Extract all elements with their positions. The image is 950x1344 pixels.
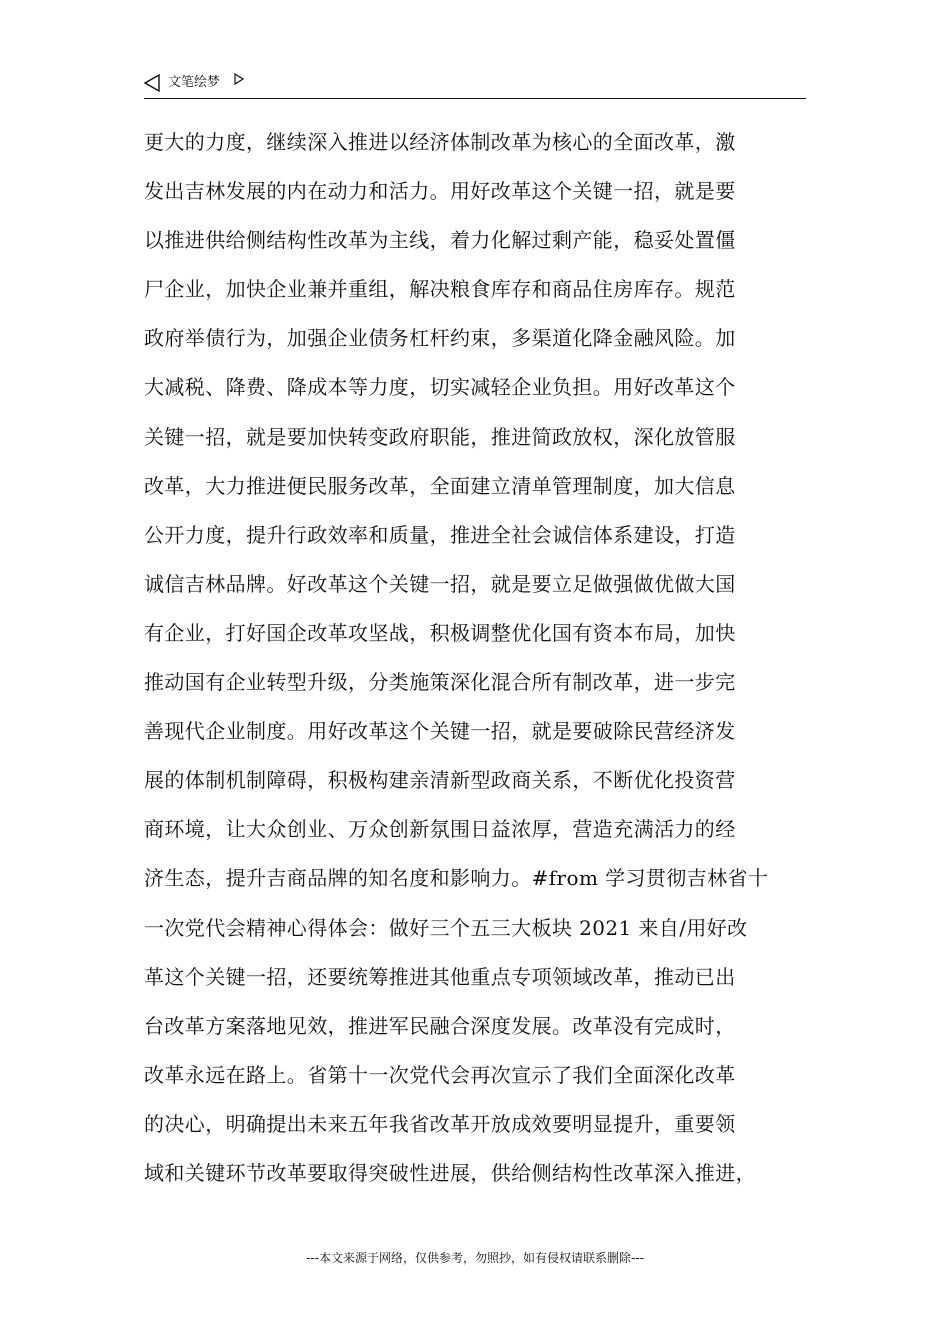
text-line: 更大的力度，继续深入推进以经济体制改革为核心的全面改革，激 xyxy=(144,130,736,154)
page-header xyxy=(144,70,806,99)
triangle-right-outline-icon xyxy=(234,73,244,85)
text-line: 推动国有企业转型升级，分类施策深化混合所有制改革，进一步完 xyxy=(144,670,736,695)
text-line: 诚信吉林品牌。好改革这个关键一招，就是要立足做强做优做大国 xyxy=(144,571,736,596)
text-line: 善现代企业制度。用好改革这个关键一招，就是要破除民营经济发 xyxy=(144,719,736,744)
text-line: 关键一招，就是要加快转变政府职能，推进简政放权，深化放管服 xyxy=(144,424,736,449)
text-line: 商环境，让大众创业、万众创新氛围日益浓厚，营造充满活力的经 xyxy=(144,817,736,842)
text-line: 台改革方案落地见效，推进军民融合深度发展。改革没有完成时， xyxy=(144,1013,736,1038)
text-line: 政府举债行为，加强企业债务杠杆约束，多渠道化降金融风险。加 xyxy=(144,326,736,351)
text-line: 的决心，明确提出未来五年我省改革开放成效要明显提升，重要领 xyxy=(144,1111,736,1136)
text-line: 大减税、降费、降成本等力度，切实减轻企业负担。用好改革这个 xyxy=(144,375,736,400)
text-line: 以推进供给侧结构性改革为主线，着力化解过剩产能，稳妥处置僵 xyxy=(144,228,736,253)
document-body xyxy=(144,130,810,1210)
text-line: 济生态，提升吉商品牌的知名度和影响力。#from 学习贯彻吉林省十 xyxy=(144,866,769,891)
text-line: 革这个关键一招，还要统筹推进其他重点专项领域改革，推动已出 xyxy=(144,964,736,989)
text-line: 公开力度，提升行政效率和质量，推进全社会诚信体系建设，打造 xyxy=(144,522,736,547)
text-line: 一次党代会精神心得体会：做好三个五三大板块 2021 来自/用好改 xyxy=(144,915,748,940)
triangle-left-outline-icon xyxy=(144,74,160,92)
text-line: 有企业，打好国企改革攻坚战，积极调整优化国有资本布局，加快 xyxy=(144,620,736,645)
footer-disclaimer: ---本文来源于网络，仅供参考，勿照抄，如有侵权请联系删除--- xyxy=(306,1251,644,1265)
text-line: 改革，大力推进便民服务改革，全面建立清单管理制度，加大信息 xyxy=(144,473,736,498)
text-line: 展的体制机制障碍，积极构建亲清新型政商关系，不断优化投资营 xyxy=(144,768,736,793)
header-title: 文笔绘梦 xyxy=(168,75,221,90)
text-line: 发出吉林发展的内在动力和活力。用好改革这个关键一招，就是要 xyxy=(144,179,736,204)
text-line: 域和关键环节改革要取得突破性进展，供给侧结构性改革深入推进， xyxy=(144,1160,756,1185)
text-line: 尸企业，加快企业兼并重组，解决粮食库存和商品住房库存。规范 xyxy=(144,277,736,302)
text-line: 改革永远在路上。省第十一次党代会再次宣示了我们全面深化改革 xyxy=(144,1062,736,1087)
